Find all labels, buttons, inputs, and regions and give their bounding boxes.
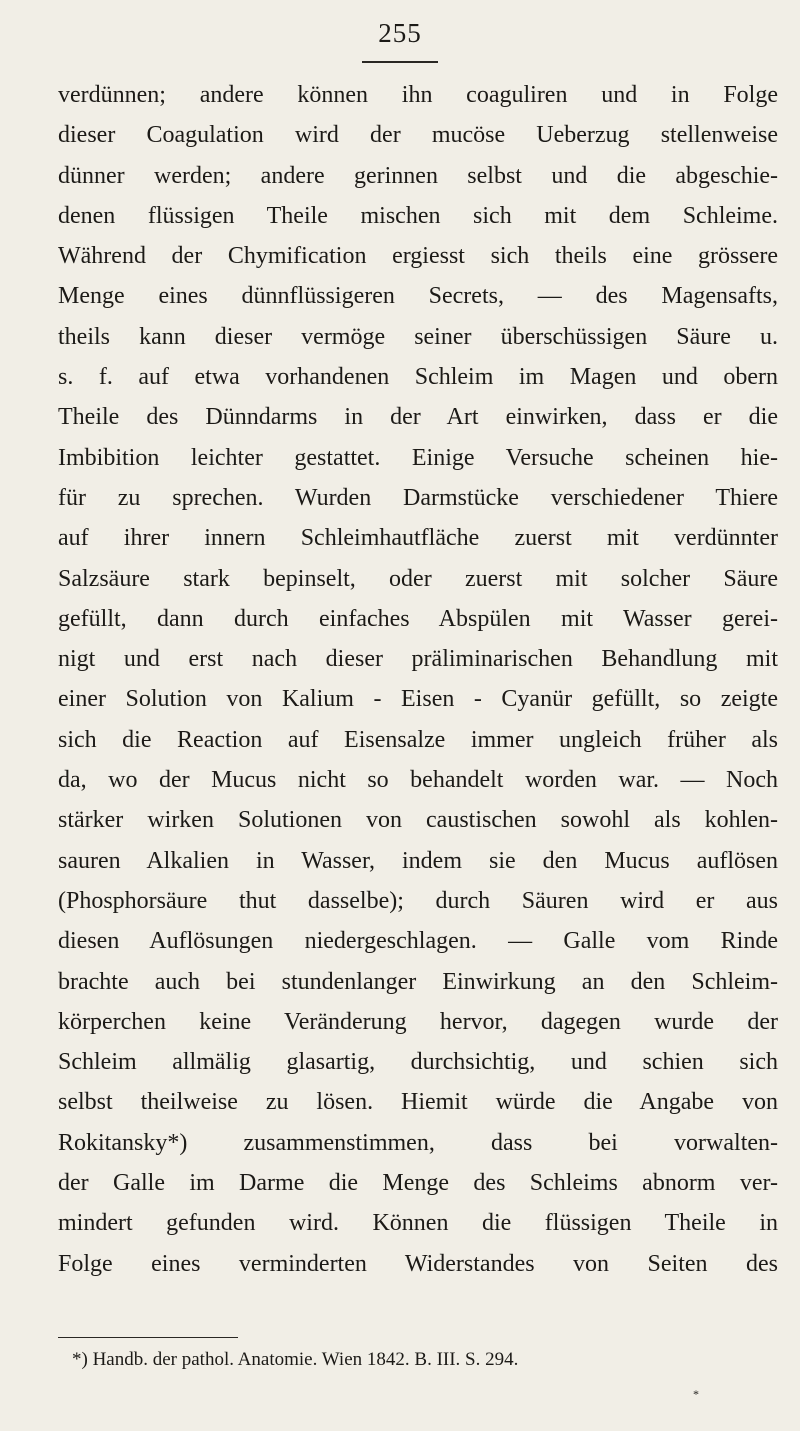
text-line: der Galle im Darme die Menge des Schleims abnorm ver- — [58, 1170, 778, 1197]
text-line: brachte auch bei stundenlanger Einwirkung an den Schleim- — [58, 968, 778, 995]
text-line: Während der Chymification ergiesst sich theils eine grössere — [58, 243, 778, 270]
footnote-rule — [58, 1337, 238, 1338]
text-line: verdünnen; andere können ihn coaguliren und in Folge — [58, 82, 778, 108]
footnote: *) Handb. der pathol. Anatomie. Wien 1842. B. III. S. 294. — [72, 1349, 519, 1370]
text-line: stärker wirken Solutionen von caustischen sowohl als kohlen- — [58, 807, 778, 834]
text-line: Theile des Dünndarms in der Art einwirken, dass er die — [58, 404, 778, 431]
text-line: s. f. auf etwa vorhandenen Schleim im Magen und obern — [58, 364, 778, 391]
text-line: mindert gefunden wird. Können die flüssigen Theile in — [58, 1210, 778, 1237]
body-text — [58, 75, 778, 1284]
page-number-rule — [362, 61, 438, 63]
text-line: für zu sprechen. Wurden Darmstücke verschiedener Thiere — [58, 484, 778, 511]
text-line: Schleim allmälig glasartig, durchsichtig, und schien sich — [58, 1049, 778, 1076]
text-line: sich die Reaction auf Eisensalze immer ungleich früher als — [58, 726, 778, 753]
text-line: Imbibition leichter gestattet. Einige Versuche scheinen hie- — [58, 444, 778, 471]
text-line: da, wo der Mucus nicht so behandelt worden war. — Noch — [58, 767, 778, 794]
page-number: 255 — [378, 18, 422, 48]
text-line: selbst theilweise zu lösen. Hiemit würde die Angabe von — [58, 1089, 778, 1116]
text-line: Folge eines verminderten Widerstandes von Seiten des — [58, 1250, 778, 1277]
text-line: Rokitansky*) zusammenstimmen, dass bei vorwalten- — [58, 1129, 778, 1156]
text-line: Salzsäure stark bepinselt, oder zuerst mit solcher Säure — [58, 565, 778, 592]
text-line: nigt und erst nach dieser präliminarischen Behandlung mit — [58, 646, 778, 673]
text-line: sauren Alkalien in Wasser, indem sie den Mucus auflösen — [58, 847, 778, 874]
text-line: dünner werden; andere gerinnen selbst und die abgeschie- — [58, 162, 778, 189]
text-line: Menge eines dünnflüssigeren Secrets, — des Magensafts, — [58, 283, 778, 310]
signature-mark: * — [693, 1387, 699, 1401]
text-line: auf ihrer innern Schleimhautfläche zuerst mit verdünnter — [58, 525, 778, 552]
text-line: gefüllt, dann durch einfaches Abspülen mit Wasser gerei- — [58, 605, 778, 632]
text-line: einer Solution von Kalium - Eisen - Cyanür gefüllt, so zeigte — [58, 686, 778, 713]
text-line: körperchen keine Veränderung hervor, dagegen wurde der — [58, 1008, 778, 1035]
text-line: dieser Coagulation wird der mucöse Ueberzug stellenweise — [58, 122, 778, 149]
text-line: theils kann dieser vermöge seiner überschüssigen Säure u. — [58, 323, 778, 350]
text-line: (Phosphorsäure thut dasselbe); durch Säuren wird er aus — [58, 887, 778, 914]
text-line: denen flüssigen Theile mischen sich mit dem Schleime. — [58, 202, 778, 229]
text-line: diesen Auflösungen niedergeschlagen. — Galle vom Rinde — [58, 928, 778, 955]
